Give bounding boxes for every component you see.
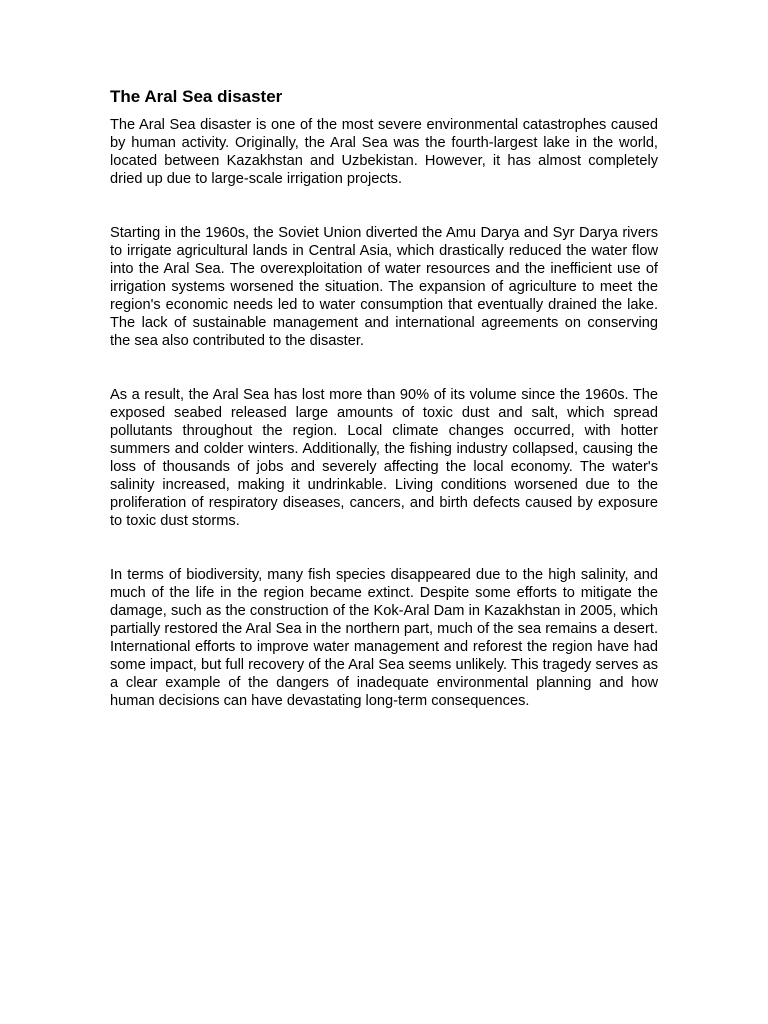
paragraph-biodiversity: In terms of biodiversity, many fish species disappeared due to the high salinity, and much of the life in the region became extinct. Despite some efforts to mitigate the damage, such as the construction of the Kok-Aral Dam in Kazakhstan in 2005, which partially restored the Aral Sea in the northern part, much of the sea remains a desert. International efforts to improve water management and reforest the region have had some impact, but full recovery of the Aral Sea seems unlikely. This tragedy serves as a clear example of the dangers of inadequate environmental planning and how human decisions can have devastating long-term consequences. (110, 567, 658, 709)
paragraph-causes: Starting in the 1960s, the Soviet Union diverted the Amu Darya and Syr Darya rivers to irrigate agricultural lands in Central Asia, which drastically reduced the water flow into the Aral Sea. The overexploitation of water resources and the inefficient use of irrigation systems worsened the situation. The expansion of agriculture to meet the region's economic needs led to water consumption that eventually drained the lake. The lack of sustainable management and international agreements on conserving the sea also contributed to the disaster. (110, 225, 658, 349)
document-title: The Aral Sea disaster (110, 87, 283, 106)
paragraph-intro: The Aral Sea disaster is one of the most severe environmental catastrophes caused by human activity. Originally, the Aral Sea was the fourth-largest lake in the world, located between Kazakhstan and Uzbekistan. However, it has almost completely dried up due to large-scale irrigation projects. (110, 117, 658, 187)
paragraph-consequences: As a result, the Aral Sea has lost more than 90% of its volume since the 1960s. The exposed seabed released large amounts of toxic dust and salt, which spread pollutants throughout the region. Local climate changes occurred, with hotter summers and colder winters. Additionally, the fishing industry collapsed, causing the loss of thousands of jobs and severely affecting the local economy. The water's salinity increased, making it undrinkable. Living conditions worsened due to the proliferation of respiratory diseases, cancers, and birth defects caused by exposure to toxic dust storms. (110, 387, 658, 529)
document-page (110, 86, 658, 710)
